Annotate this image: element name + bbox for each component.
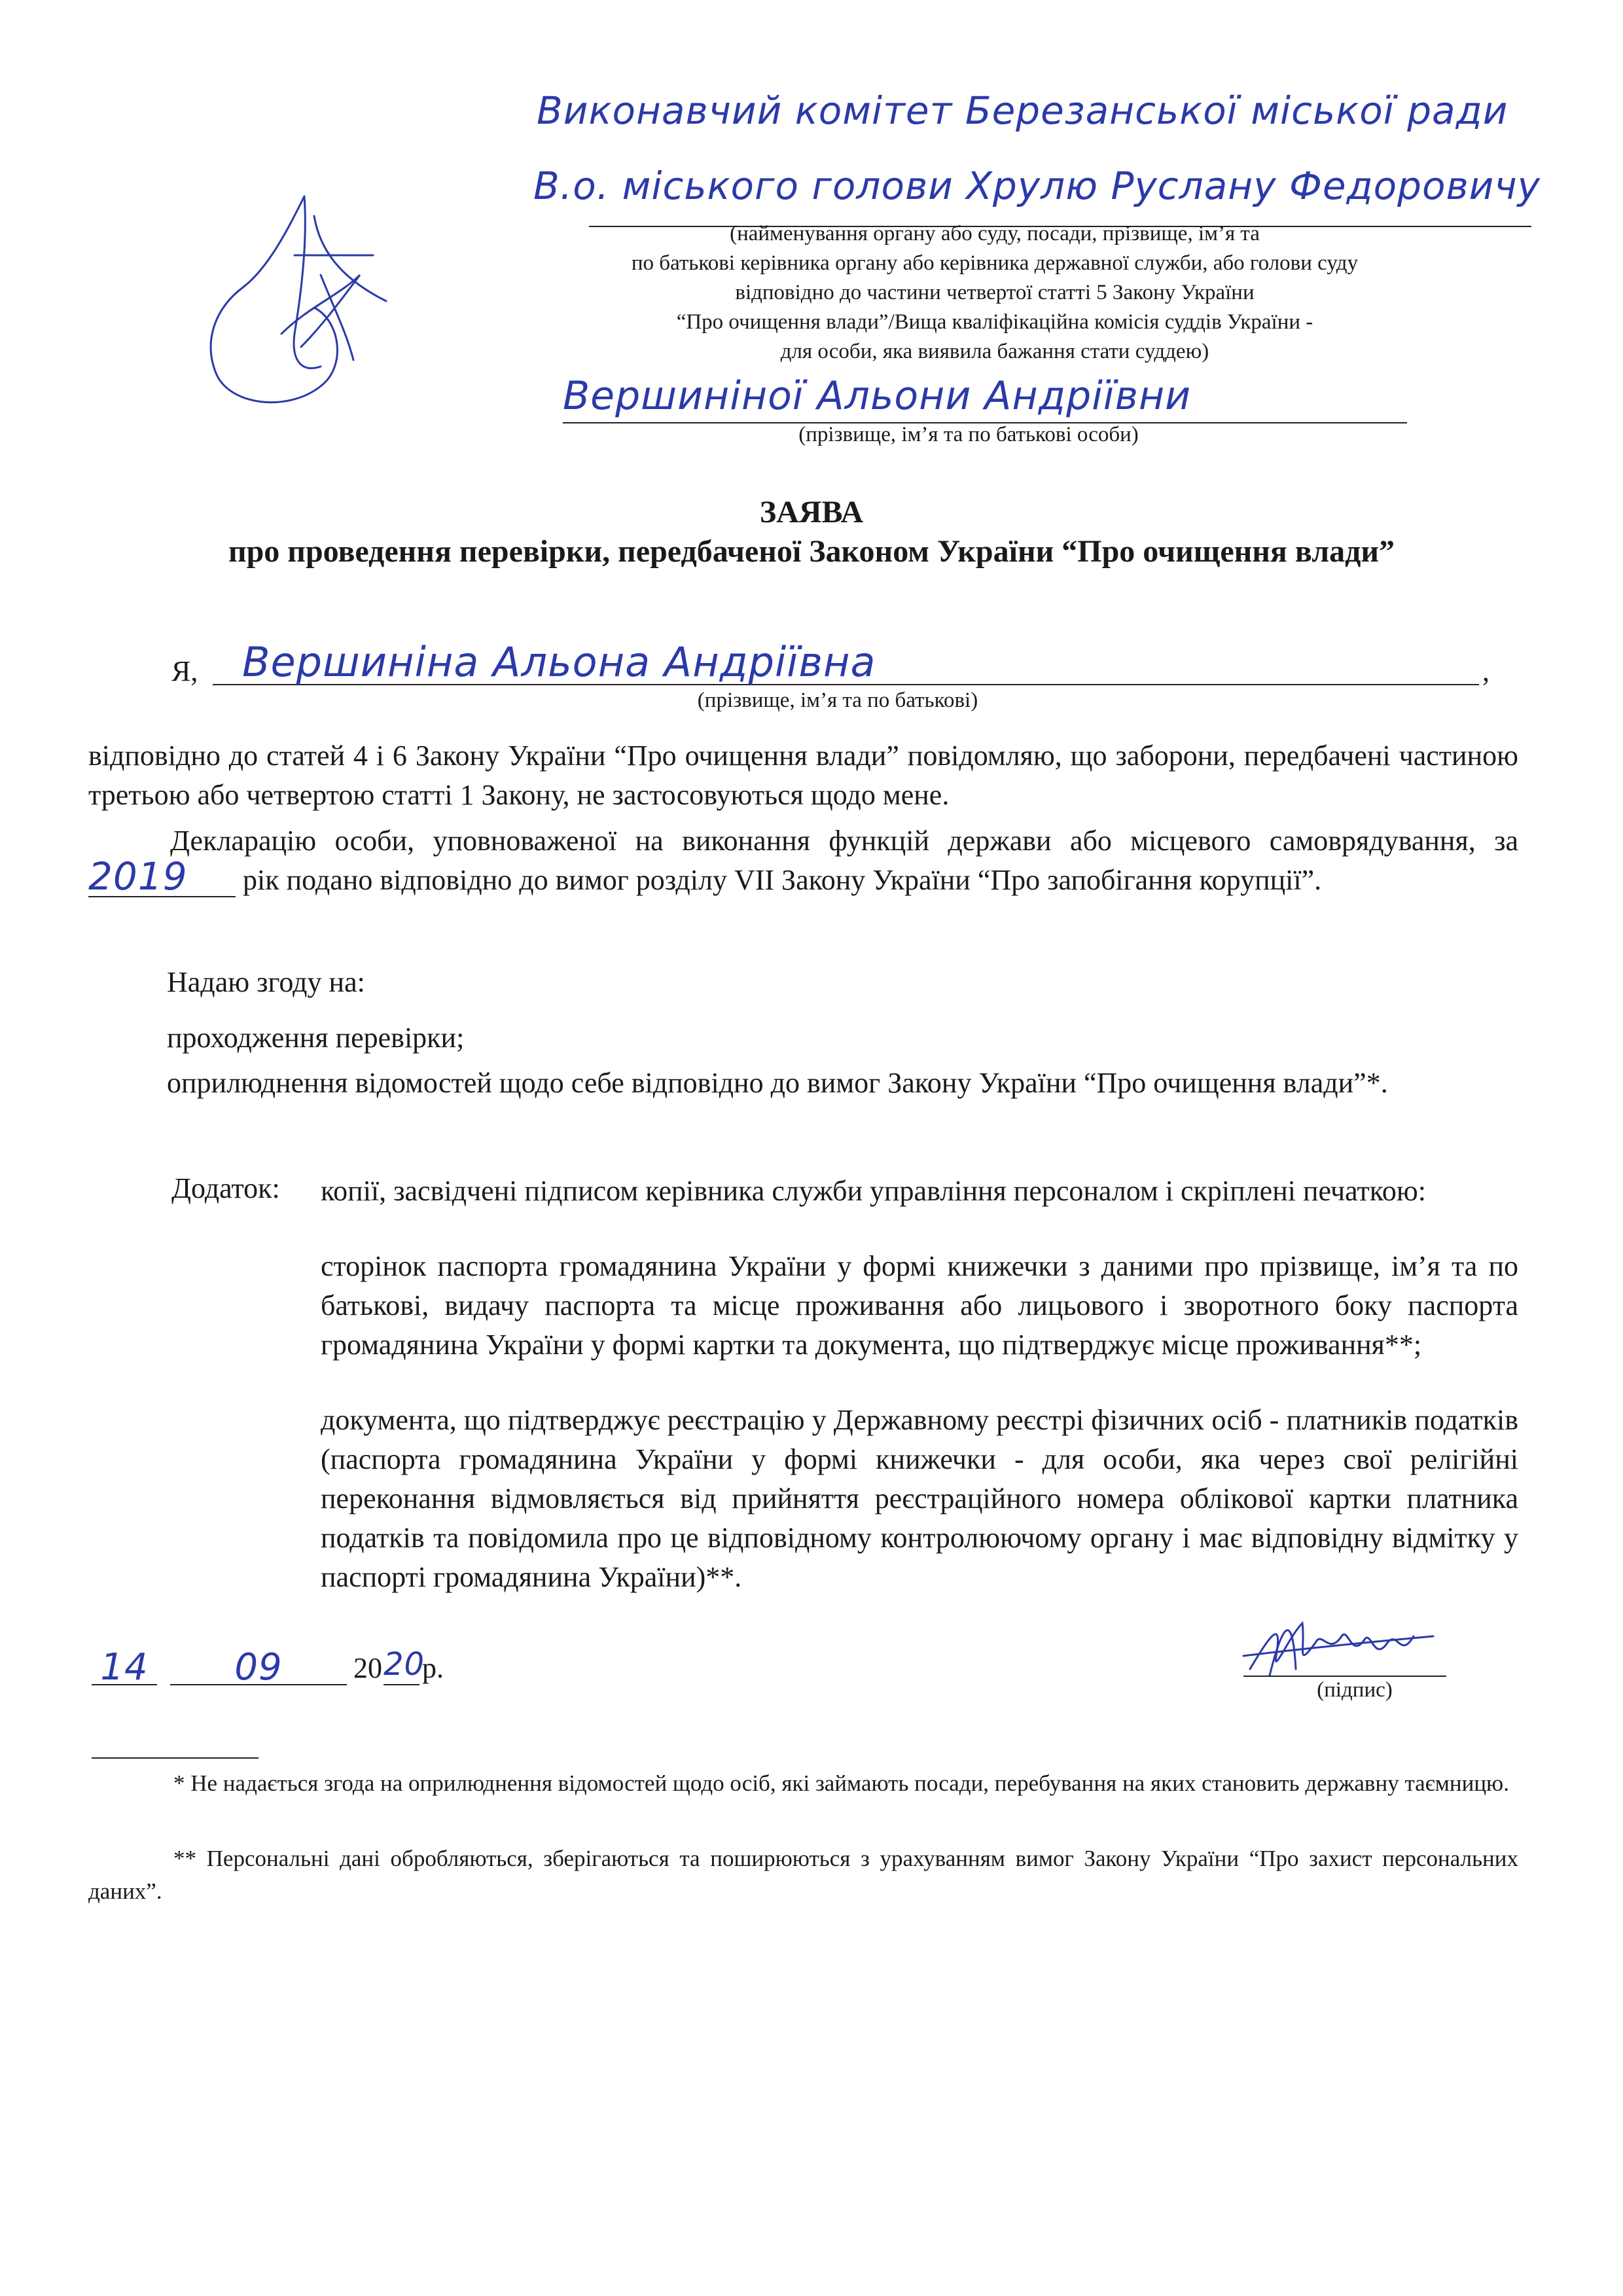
recipient-line-2: В.о. міського голови Хрулю Руслану Федоровичу: [533, 164, 1541, 208]
declaration-text-2: рік подано відповідно до вимог розділу VII Закону України “Про запобігання корупції”.: [243, 864, 1322, 896]
statement-paragraph: відповідно до статей 4 і 6 Закону України “Про очищення влади” повідомляю, що заборони, передбачені частиною третьою або четвертою статті 1 Закону, не застосовуються щодо мене.: [88, 740, 1518, 811]
recipient-line-1: Виконавчий комітет Березанської міської ради: [537, 88, 1508, 133]
annex-item: документа, що підтверджує реєстрацію у Державному реєстрі фізичних осіб - платників податків (паспорта громадянина України у формі книжечки - для особи, яка через свої релігійні переконання відмовляється від прийняття реєстраційного номера облікової картки платника податків та повідомила про це відповідному контролюючому органу і має відповідну відмітку у паспорті громадянина України)**.: [321, 1404, 1518, 1593]
date-year-prefix: 20: [353, 1652, 382, 1684]
consent-item: оприлюднення відомостей щодо себе відповідно до вимог Закону України “Про очищення влади”*.: [167, 1067, 1388, 1099]
annex-item: сторінок паспорта громадянина України у формі книжечки з даними про прізвище, ім’я та по батькові, видачу паспорта та місце проживання або лицьового і зворотного боку паспорта громадянина України у формі картки та документа, що підтверджує місце проживання**;: [321, 1250, 1518, 1361]
recipient-caption: [497, 219, 1492, 367]
signature-caption: (підпис): [1317, 1678, 1393, 1702]
annex-label: Додаток:: [171, 1172, 280, 1204]
document-subtitle: про проведення перевірки, передбаченої Законом України “Про очищення влади”: [228, 534, 1395, 569]
annex-item: копії, засвідчені підписом керівника служби управління персоналом і скріплені печаткою:: [321, 1175, 1426, 1207]
recipient-caption-line: по батькові керівника органу або керівника державної служби, або голови суду: [631, 251, 1359, 275]
footnote-separator: [92, 1757, 259, 1759]
applicant-caption: (прізвище, ім’я та по батькові особи): [798, 423, 1139, 446]
statement-suffix: ,: [1482, 655, 1489, 687]
declaration-year-field: [88, 854, 236, 899]
declaration-paragraph: [88, 821, 1518, 900]
date-day: 14: [100, 1646, 149, 1689]
date-line: [92, 1646, 550, 1692]
recipient-caption-line: відповідно до частини четвертої статті 5 Закону України: [735, 281, 1255, 304]
declaration-text-1: Декларацію особи, уповноваженої на виконання функцій держави або місцевого самоврядування, за: [170, 825, 1518, 857]
date-month-field: [170, 1646, 347, 1689]
document-title: ЗАЯВА: [759, 495, 864, 529]
recipient-caption-line: для особи, яка виявила бажання стати суддею): [780, 340, 1209, 363]
applicant-signature-icon: [1230, 1597, 1446, 1689]
recipient-caption-line: (найменування органу або суду, посади, прізвище, ім’я та: [730, 222, 1260, 245]
date-day-field: [92, 1646, 157, 1689]
recipient-caption-line: “Про очищення влади”/Вища кваліфікаційна комісія суддів України -: [676, 310, 1313, 334]
consent-item: проходження перевірки;: [167, 1022, 465, 1054]
applicant-name-genitive: Вершиніної Альони Андріївни: [563, 373, 1192, 419]
consent-intro: Надаю згоду на:: [167, 966, 365, 998]
resolution-signature-icon: [190, 177, 425, 425]
statement-name: Вершиніна Альона Андріївна: [242, 638, 876, 686]
statement-prefix: Я,: [171, 655, 198, 687]
date-year-field: [383, 1646, 425, 1685]
statement-name-caption: (прізвище, ім’я та по батькові): [697, 689, 978, 712]
date-year-end: р.: [422, 1652, 444, 1684]
footnote: ** Персональні дані обробляються, зберігаються та поширюються з урахуванням вимог Закону України “Про захист персональних даних”.: [88, 1846, 1518, 1904]
date-year-suffix: 20: [383, 1646, 425, 1683]
declaration-year: 2019: [88, 854, 188, 899]
date-month: 09: [234, 1646, 283, 1689]
footnote: * Не надається згода на оприлюднення відомостей щодо осіб, які займають посади, перебування на яких становить державну таємницю.: [173, 1770, 1509, 1796]
